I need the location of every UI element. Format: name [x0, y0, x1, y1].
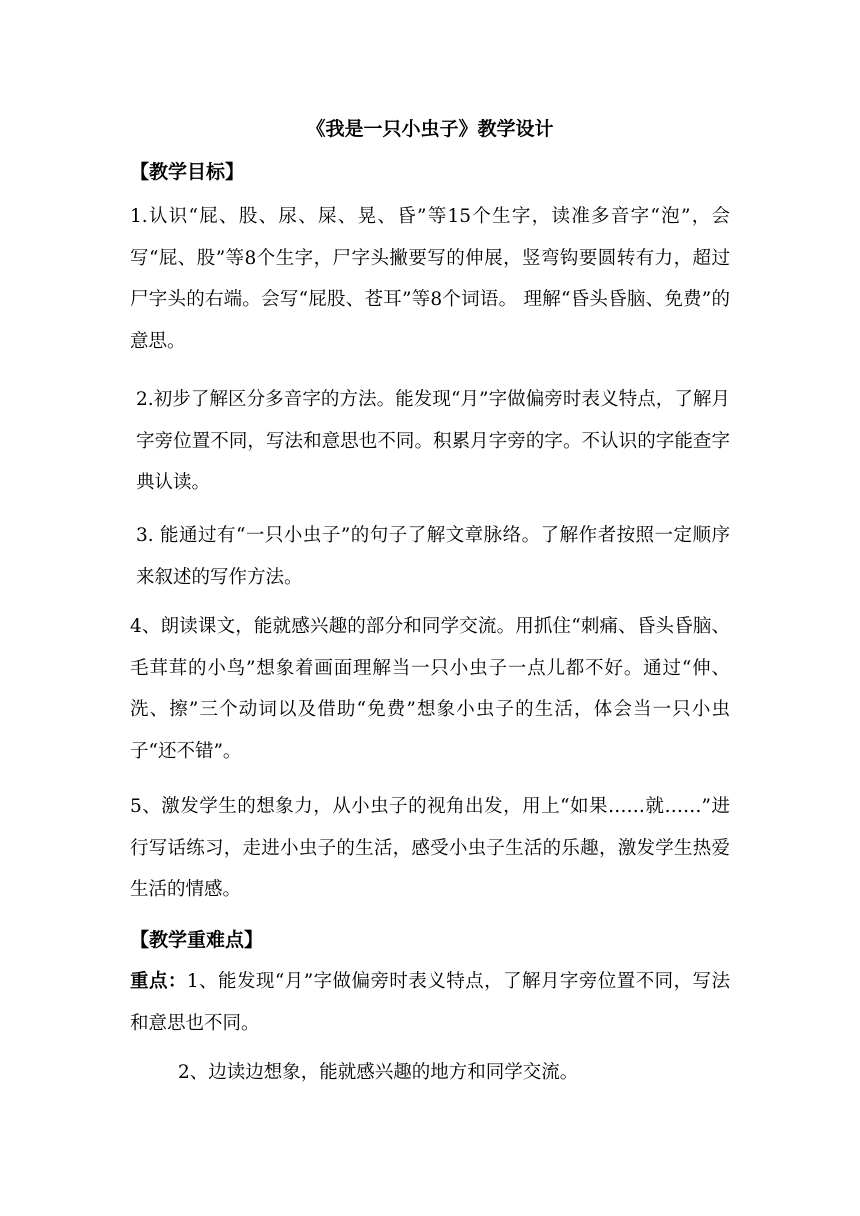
- keypoint-item-1: [130, 961, 730, 1044]
- goal-item-4: 4、朗读课文，能就感兴趣的部分和同学交流。用抓住“刺痛、昏头昏脑、毛茸茸的小鸟”想象着画面理解当一只小虫子一点儿都不好。通过“伸、洗、擦”三个动词以及借助“免费”想象小虫子的生活，体会当一只小虫子“还不错”。: [130, 616, 730, 762]
- document-title: 《我是一只小虫子》教学设计: [306, 118, 554, 140]
- goals-heading: 【教学目标】: [130, 161, 245, 183]
- goal-item-2: 2.初步了解区分多音字的方法。能发现“月”字做偏旁时表义特点，了解月字旁位置不同，写法和意思也不同。积累月字旁的字。不认识的字能查字典认读。: [136, 389, 730, 493]
- keypoint-item-2: 2、边读边想象，能就感兴趣的地方和同学交流。: [178, 1062, 579, 1083]
- goal-item-5: 5、激发学生的想象力，从小虫子的视角出发，用上“如果……就……”进行写话练习，走进小虫子的生活，感受小虫子生活的乐趣，激发学生热爱生活的情感。: [130, 796, 730, 900]
- goal-item-1: 1.认识“屁、股、尿、屎、晃、昏”等15个生字，读准多音字“泡”，会写“屁、股”等8个生字，尸字头撇要写的伸展，竖弯钩要圆转有力，超过尸字头的右端。会写“屁股、苍耳”等8个词语。 理解“昏头昏脑、免费”的意思。: [130, 206, 730, 352]
- goal-item-3: 3. 能通过有“一只小虫子”的句子了解文章脉络。了解作者按照一定顺序来叙述的写作方法。: [136, 525, 730, 588]
- keypoints-heading: 【教学重难点】: [130, 929, 264, 951]
- keypoint-text-1: 1、能发现“月”字做偏旁时表义特点，了解月字旁位置不同，写法和意思也不同。: [130, 971, 730, 1034]
- keypoints-label: 重点：: [130, 971, 187, 992]
